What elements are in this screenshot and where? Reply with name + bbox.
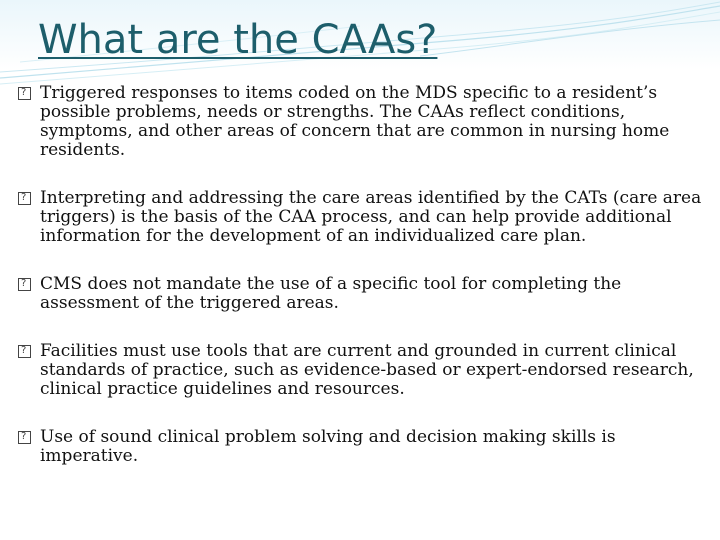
bullet-text: Interpreting and addressing the care areas identified by the CATs (care area triggers) is the basis of the CAA process, and can help provide additional information for the development of an individualized care plan. xyxy=(40,188,702,246)
slide-title: What are the CAAs? xyxy=(38,17,438,63)
bullet-text: Facilities must use tools that are current and grounded in current clinical standards of practice, such as evidence-based or expert-endorsed research, clinical practice guidelines and resources. xyxy=(40,341,694,399)
bullet-item xyxy=(18,428,704,466)
missing-glyph-box-icon xyxy=(18,345,31,358)
missing-glyph-box-icon xyxy=(18,431,31,444)
bullet-text: Use of sound clinical problem solving and decision making skills is imperative. xyxy=(40,427,616,466)
missing-glyph-box-icon xyxy=(18,87,31,100)
bullet-list xyxy=(18,84,704,466)
missing-glyph-box-icon xyxy=(18,278,31,291)
bullet-item xyxy=(18,189,704,246)
missing-glyph-box-icon xyxy=(18,192,31,205)
bullet-text: CMS does not mandate the use of a specific tool for completing the assessment of the triggered areas. xyxy=(40,274,622,313)
bullet-text: Triggered responses to items coded on the MDS specific to a resident’s possible problems, needs or strengths. The CAAs reflect conditions, symptoms, and other areas of concern that are common in nursing home residents. xyxy=(40,83,670,160)
bullet-item xyxy=(18,342,704,399)
bullet-item xyxy=(18,84,704,160)
bullet-item xyxy=(18,275,704,313)
